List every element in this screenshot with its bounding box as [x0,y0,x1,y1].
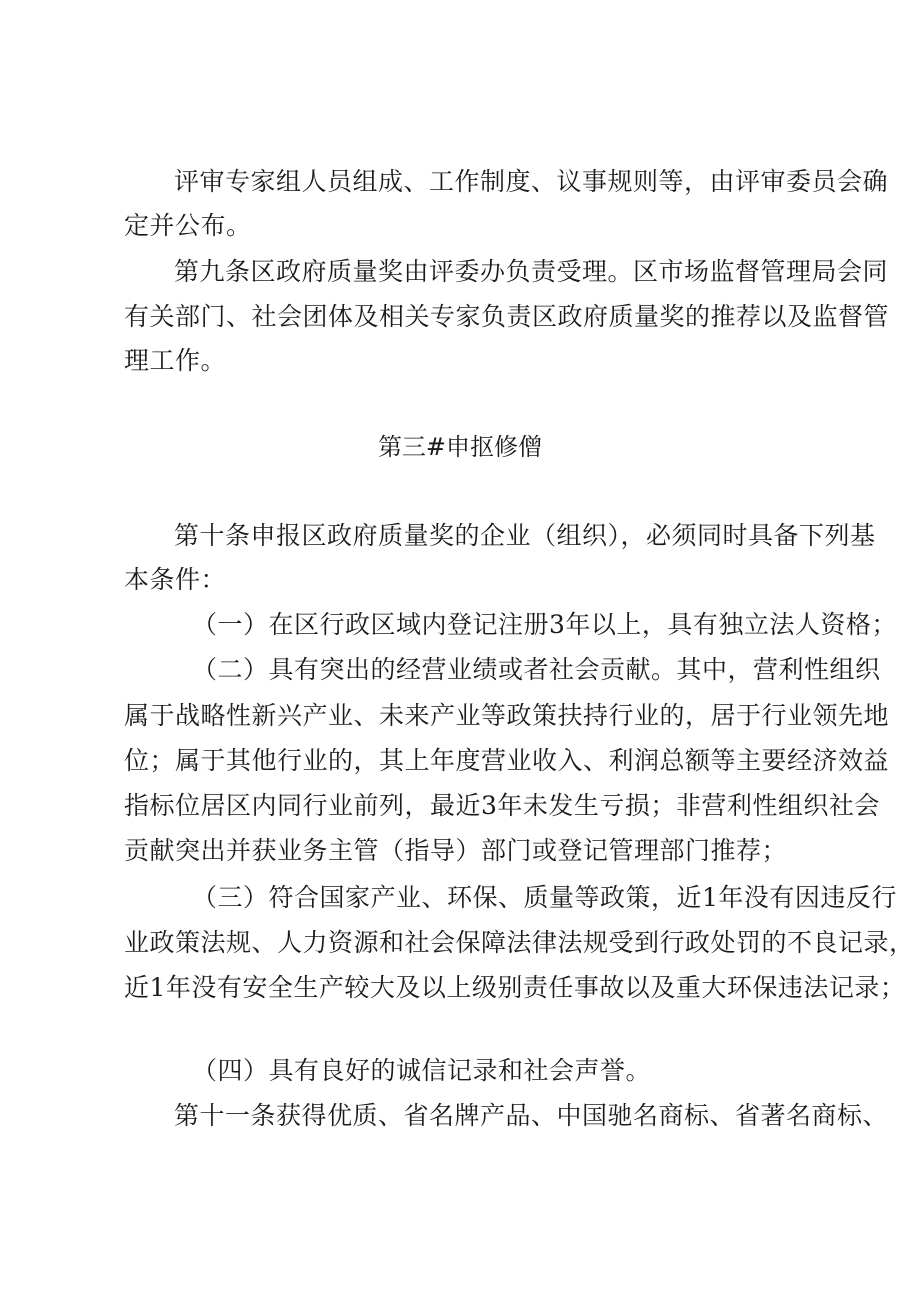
article-9-line: 第九条区政府质量奖由评委办负责受理。区市场监督管理局会同 [174,257,889,286]
paragraph-line: 有关部门、社会团体及相关专家负责区政府质量奖的推荐以及监督管 [124,302,890,331]
condition-4-line: （四）具有良好的诚信记录和社会声誉。 [192,1056,652,1085]
paragraph-line: 评审专家组人员组成、工作制度、议事规则等，由评审委员会确 [174,167,889,196]
condition-3-line: （三）符合国家产业、环保、质量等政策，近1年没有因违反行 [192,883,897,912]
article-11-line: 第十一条获得优质、省名牌产品、中国驰名商标、省著名商标、 [174,1101,889,1130]
paragraph-line: 指标位居区内同行业前列，最近3年未发生亏损；非营利性组织社会 [124,791,880,820]
paragraph-line: 定并公布。 [124,211,252,240]
condition-1-line: （一）在区行政区域内登记注册3年以上，具有独立法人资格； [192,610,897,639]
paragraph-line: 贡献突出并获业务主管（指导）部门或登记管理部门推荐； [124,836,788,865]
condition-2-line: （二）具有突出的经营业绩或者社会贡献。其中，营利性组织 [192,655,881,684]
paragraph-line: 属于战略性新兴产业、未来产业等政策扶持行业的，居于行业领先地 [124,701,890,730]
paragraph-line: 本条件： [124,565,227,594]
paragraph-line: 近1年没有安全生产较大及以上级别责任事故以及重大环保违法记录； [124,973,906,1002]
chapter-heading: 第三#申抠修僧 [377,433,543,461]
article-10-line: 第十条申报区政府质量奖的企业（组织），必须同时具备下列基 [174,521,876,550]
paragraph-line: 理工作。 [124,346,227,375]
paragraph-line: 位；属于其他行业的，其上年度营业收入、利润总额等主要经济效益 [124,746,890,775]
paragraph-line: 业政策法规、人力资源和社会保障法律法规受到行政处罚的不良记录， [124,928,915,957]
